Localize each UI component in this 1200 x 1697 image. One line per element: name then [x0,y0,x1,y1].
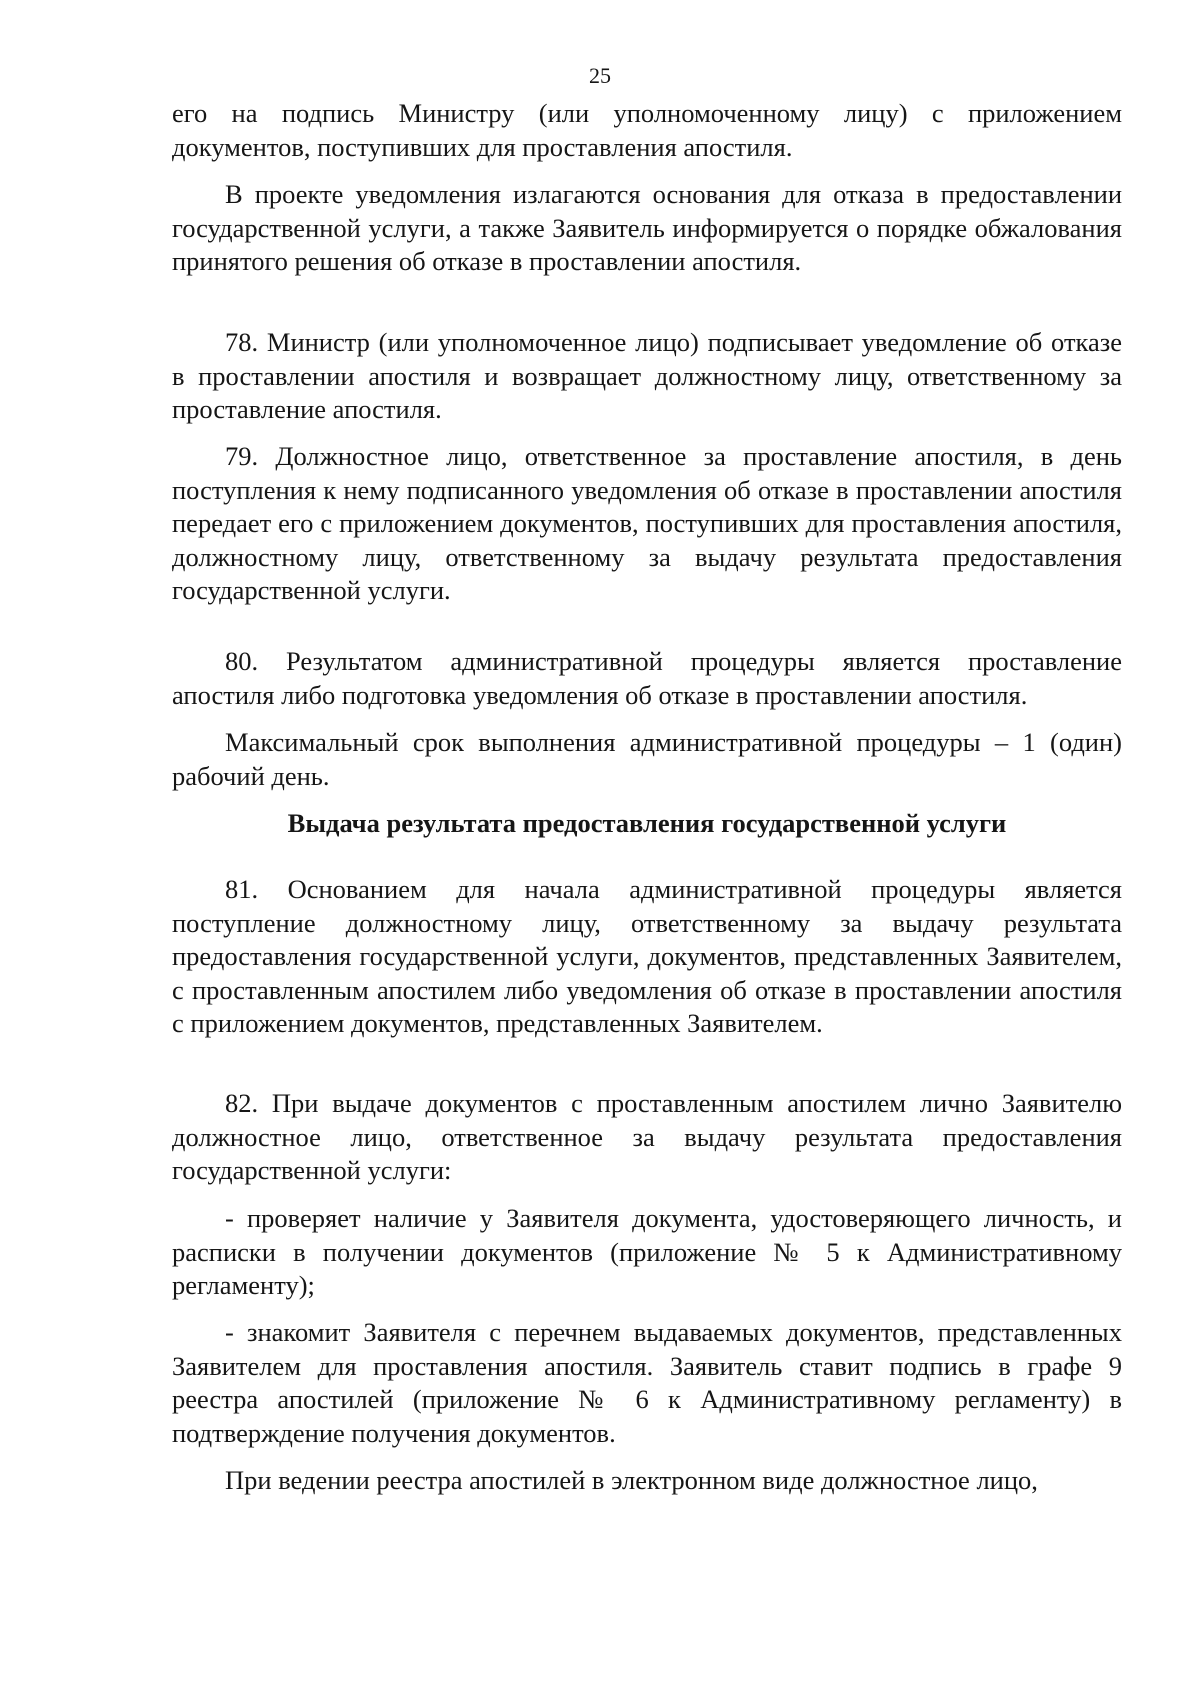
paragraph-79: 79. Должностное лицо, ответственное за проставление апостиля, в день поступления к нему подписанного уведомления об отказе в проставлении апостиля передает его с приложением документов, поступивших для проставления апостиля, должностному лицу, ответственному за выдачу результата предоставления государственной услуги. [172,441,1122,605]
paragraph-80: 80. Результатом административной процедуры является проставление апостиля либо подготовка уведомления об отказе в проставлении апостиля. [172,646,1122,710]
section-heading: Выдача результата предоставления государственной услуги [287,808,1007,838]
paragraph-78: 78. Министр (или уполномоченное лицо) подписывает уведомление об отказе в проставлении апостиля и возвращает должностному лицу, ответственному за проставление апостиля. [172,327,1122,424]
paragraph-81: 81. Основанием для начала административной процедуры является поступление должностному лицу, ответственному за выдачу результата предоставления государственной услуги, документов, представленных Заявителем, с проставленным апостилем либо уведомления об отказе в проставлении апостиля с приложением документов, представленных Заявителем. [172,874,1122,1038]
paragraph-82: 82. При выдаче документов с проставленным апостилем лично Заявителю должностное лицо, ответственное за выдачу результата предоставления государственной услуги: [172,1088,1122,1185]
paragraph-max-term: Максимальный срок выполнения административной процедуры – 1 (один) рабочий день. [172,727,1122,791]
list-item-familiarize: - знакомит Заявителя с перечнем выдаваемых документов, представленных Заявителем для проставления апостиля. Заявитель ставит подпись в графе 9 реестра апостилей (приложение № 6 к Административному регламенту) в подтверждение получения документов. [172,1317,1122,1448]
page-number: 25 [589,63,611,88]
paragraph-electronic-registry: При ведении реестра апостилей в электронном виде должностное лицо, [225,1465,1038,1495]
paragraph-refusal-notice-project: В проекте уведомления излагаются основания для отказа в предоставлении государственной услуги, а также Заявитель информируется о порядке обжалования принятого решения об отказе в проставлении апостиля. [172,179,1122,276]
list-item-check-identity: - проверяет наличие у Заявителя документа, удостоверяющего личность, и расписки в получении документов (приложение № 5 к Административному регламенту); [172,1203,1122,1300]
paragraph-continuation: его на подпись Министру (или уполномоченному лицу) с приложением документов, поступивших для проставления апостиля. [172,98,1122,162]
